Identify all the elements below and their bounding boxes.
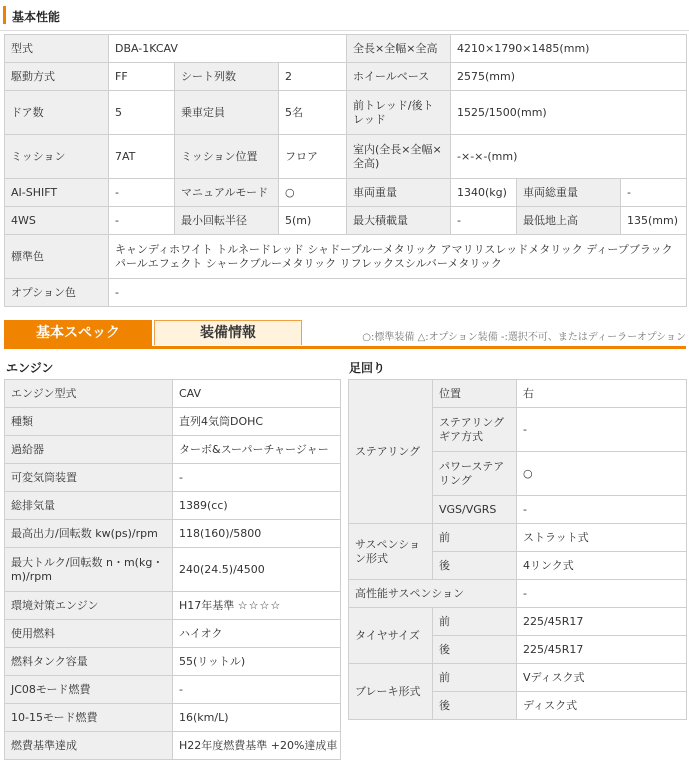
chassis-value: ディスク式 [517,692,687,720]
engine-value: - [173,676,341,704]
table-row [5,380,341,408]
spec-value: - [621,179,687,207]
engine-label: エンジン型式 [5,380,173,408]
table-row [5,548,341,592]
chassis-label: パワーステアリング [433,452,517,496]
spec-value: 4210×1790×1485(mm) [451,35,687,63]
eco-standard-text: H17年基準 [179,598,235,612]
engine-label: 使用燃料 [5,620,173,648]
table-row [5,207,687,235]
spec-label: 型式 [5,35,109,63]
chassis-value: - [517,580,687,608]
section-header [0,0,689,32]
section-accent-bar [3,6,6,24]
spec-value: - [451,207,517,235]
table-row [5,63,687,91]
steering-group-label: ステアリング [349,380,433,524]
spec-value: 5(m) [279,207,347,235]
engine-value: 118(160)/5800 [173,520,341,548]
basic-performance-table [4,34,687,307]
chassis-table [348,379,687,720]
engine-value: 240(24.5)/4500 [173,548,341,592]
engine-label: 最高出力/回転数 kw(ps)/rpm [5,520,173,548]
section-title: 基本性能 [12,10,61,24]
chassis-label: 前 [433,524,517,552]
chassis-label: 位置 [433,380,517,408]
table-row [5,676,341,704]
table-row [349,524,687,552]
spec-value: -×-×-(mm) [451,135,687,179]
spec-label: 最小回転半径 [175,207,279,235]
spec-label: 前トレッド/後トレッド [347,91,451,135]
engine-label: 過給器 [5,436,173,464]
tab-basic-spec[interactable]: 基本スペック [4,320,152,346]
spec-label: ミッション位置 [175,135,279,179]
engine-value: 55(リットル) [173,648,341,676]
table-row [349,664,687,692]
engine-value: CAV [173,380,341,408]
table-row [5,492,341,520]
chassis-value: Vディスク式 [517,664,687,692]
engine-label: 種類 [5,408,173,436]
engine-value: 1389(cc) [173,492,341,520]
chassis-value: 4リンク式 [517,552,687,580]
table-row [5,35,687,63]
spec-label: 車両重量 [347,179,451,207]
tire-group-label: タイヤサイズ [349,608,433,664]
table-row [5,520,341,548]
table-row [5,135,687,179]
chassis-value: ○ [517,452,687,496]
spec-value: - [109,179,175,207]
table-row [5,436,341,464]
engine-value: ハイオク [173,620,341,648]
table-row [5,704,341,732]
chassis-label: 後 [433,552,517,580]
spec-value: 1525/1500(mm) [451,91,687,135]
spec-label: 最大積載量 [347,207,451,235]
spec-label: 4WS [5,207,109,235]
tab-equipment[interactable]: 装備情報 [154,320,302,345]
engine-label: 総排気量 [5,492,173,520]
standard-colors-value: キャンディホワイト トルネードレッド シャドーブルーメタリック アマリリスレッドメタリック ディープブラックパールエフェクト シャークブルーメタリック リフレックスシルバーメタリック [109,235,687,279]
engine-label: 可変気筒装置 [5,464,173,492]
spec-value: ○ [279,179,347,207]
chassis-heading: 足回り [349,361,386,375]
spec-label: ミッション [5,135,109,179]
chassis-label: 後 [433,636,517,664]
spec-label: 最低地上高 [517,207,621,235]
spec-label: 室内(全長×全幅×全高) [347,135,451,179]
spec-value: 5名 [279,91,347,135]
chassis-value: - [517,408,687,452]
table-row [5,464,341,492]
spec-value: FF [109,63,175,91]
spec-label: ホイールベース [347,63,451,91]
legend-text: ○:標準装備 △:オプション装備 -:選択不可、またはディーラーオプション [362,332,686,343]
chassis-label: ステアリングギア方式 [433,408,517,452]
engine-label: 燃費基準達成 [5,732,173,760]
chassis-value: 225/45R17 [517,608,687,636]
engine-label: 最大トルク/回転数 n・m(kg・m)/rpm [5,548,173,592]
suspension-group-label: サスペンション形式 [349,524,433,580]
engine-label: 環境対策エンジン [5,592,173,620]
spec-value: 2 [279,63,347,91]
spec-label: 乗車定員 [175,91,279,135]
spec-value: 2575(mm) [451,63,687,91]
table-row [5,592,341,620]
chassis-label: 後 [433,692,517,720]
table-row [349,580,687,608]
table-row [5,179,687,207]
chassis-label: 高性能サスペンション [349,580,517,608]
engine-value: 直列4気筒DOHC [173,408,341,436]
engine-table [4,379,341,760]
engine-value-eco [173,592,341,620]
table-row [5,279,687,307]
chassis-value: - [517,496,687,524]
spec-label: シート列数 [175,63,279,91]
spec-value: - [109,279,687,307]
brake-group-label: ブレーキ形式 [349,664,433,720]
spec-label: マニュアルモード [175,179,279,207]
table-row [5,732,341,760]
chassis-label: 前 [433,664,517,692]
spec-label: 車両総重量 [517,179,621,207]
engine-value: - [173,464,341,492]
engine-label: 10-15モード燃費 [5,704,173,732]
table-row [349,380,687,408]
spec-tabs [4,320,686,348]
engine-value: H22年度燃費基準 +20%達成車 [173,732,341,760]
table-row [5,235,687,279]
spec-label: ドア数 [5,91,109,135]
table-row [349,608,687,636]
spec-label: 標準色 [5,235,109,279]
spec-label: AI-SHIFT [5,179,109,207]
tab-underline [4,346,686,349]
engine-label: 燃料タンク容量 [5,648,173,676]
engine-label: JC08モード燃費 [5,676,173,704]
table-row [5,408,341,436]
chassis-value: 225/45R17 [517,636,687,664]
chassis-label: 前 [433,608,517,636]
engine-heading: エンジン [6,361,54,375]
chassis-value: ストラット式 [517,524,687,552]
table-row [5,648,341,676]
engine-value: ターボ&スーパーチャージャー [173,436,341,464]
chassis-value: 右 [517,380,687,408]
spec-label: オプション色 [5,279,109,307]
star-rating-icon: ☆☆☆☆ [237,598,282,612]
table-row [5,91,687,135]
section-divider [0,30,689,31]
spec-value: 7AT [109,135,175,179]
spec-label: 全長×全幅×全高 [347,35,451,63]
spec-value: 5 [109,91,175,135]
table-row [5,620,341,648]
spec-label: 駆動方式 [5,63,109,91]
chassis-label: VGS/VGRS [433,496,517,524]
spec-value: 1340(kg) [451,179,517,207]
spec-value: 135(mm) [621,207,687,235]
spec-value: - [109,207,175,235]
spec-value: フロア [279,135,347,179]
engine-value: 16(km/L) [173,704,341,732]
spec-value: DBA-1KCAV [109,35,347,63]
